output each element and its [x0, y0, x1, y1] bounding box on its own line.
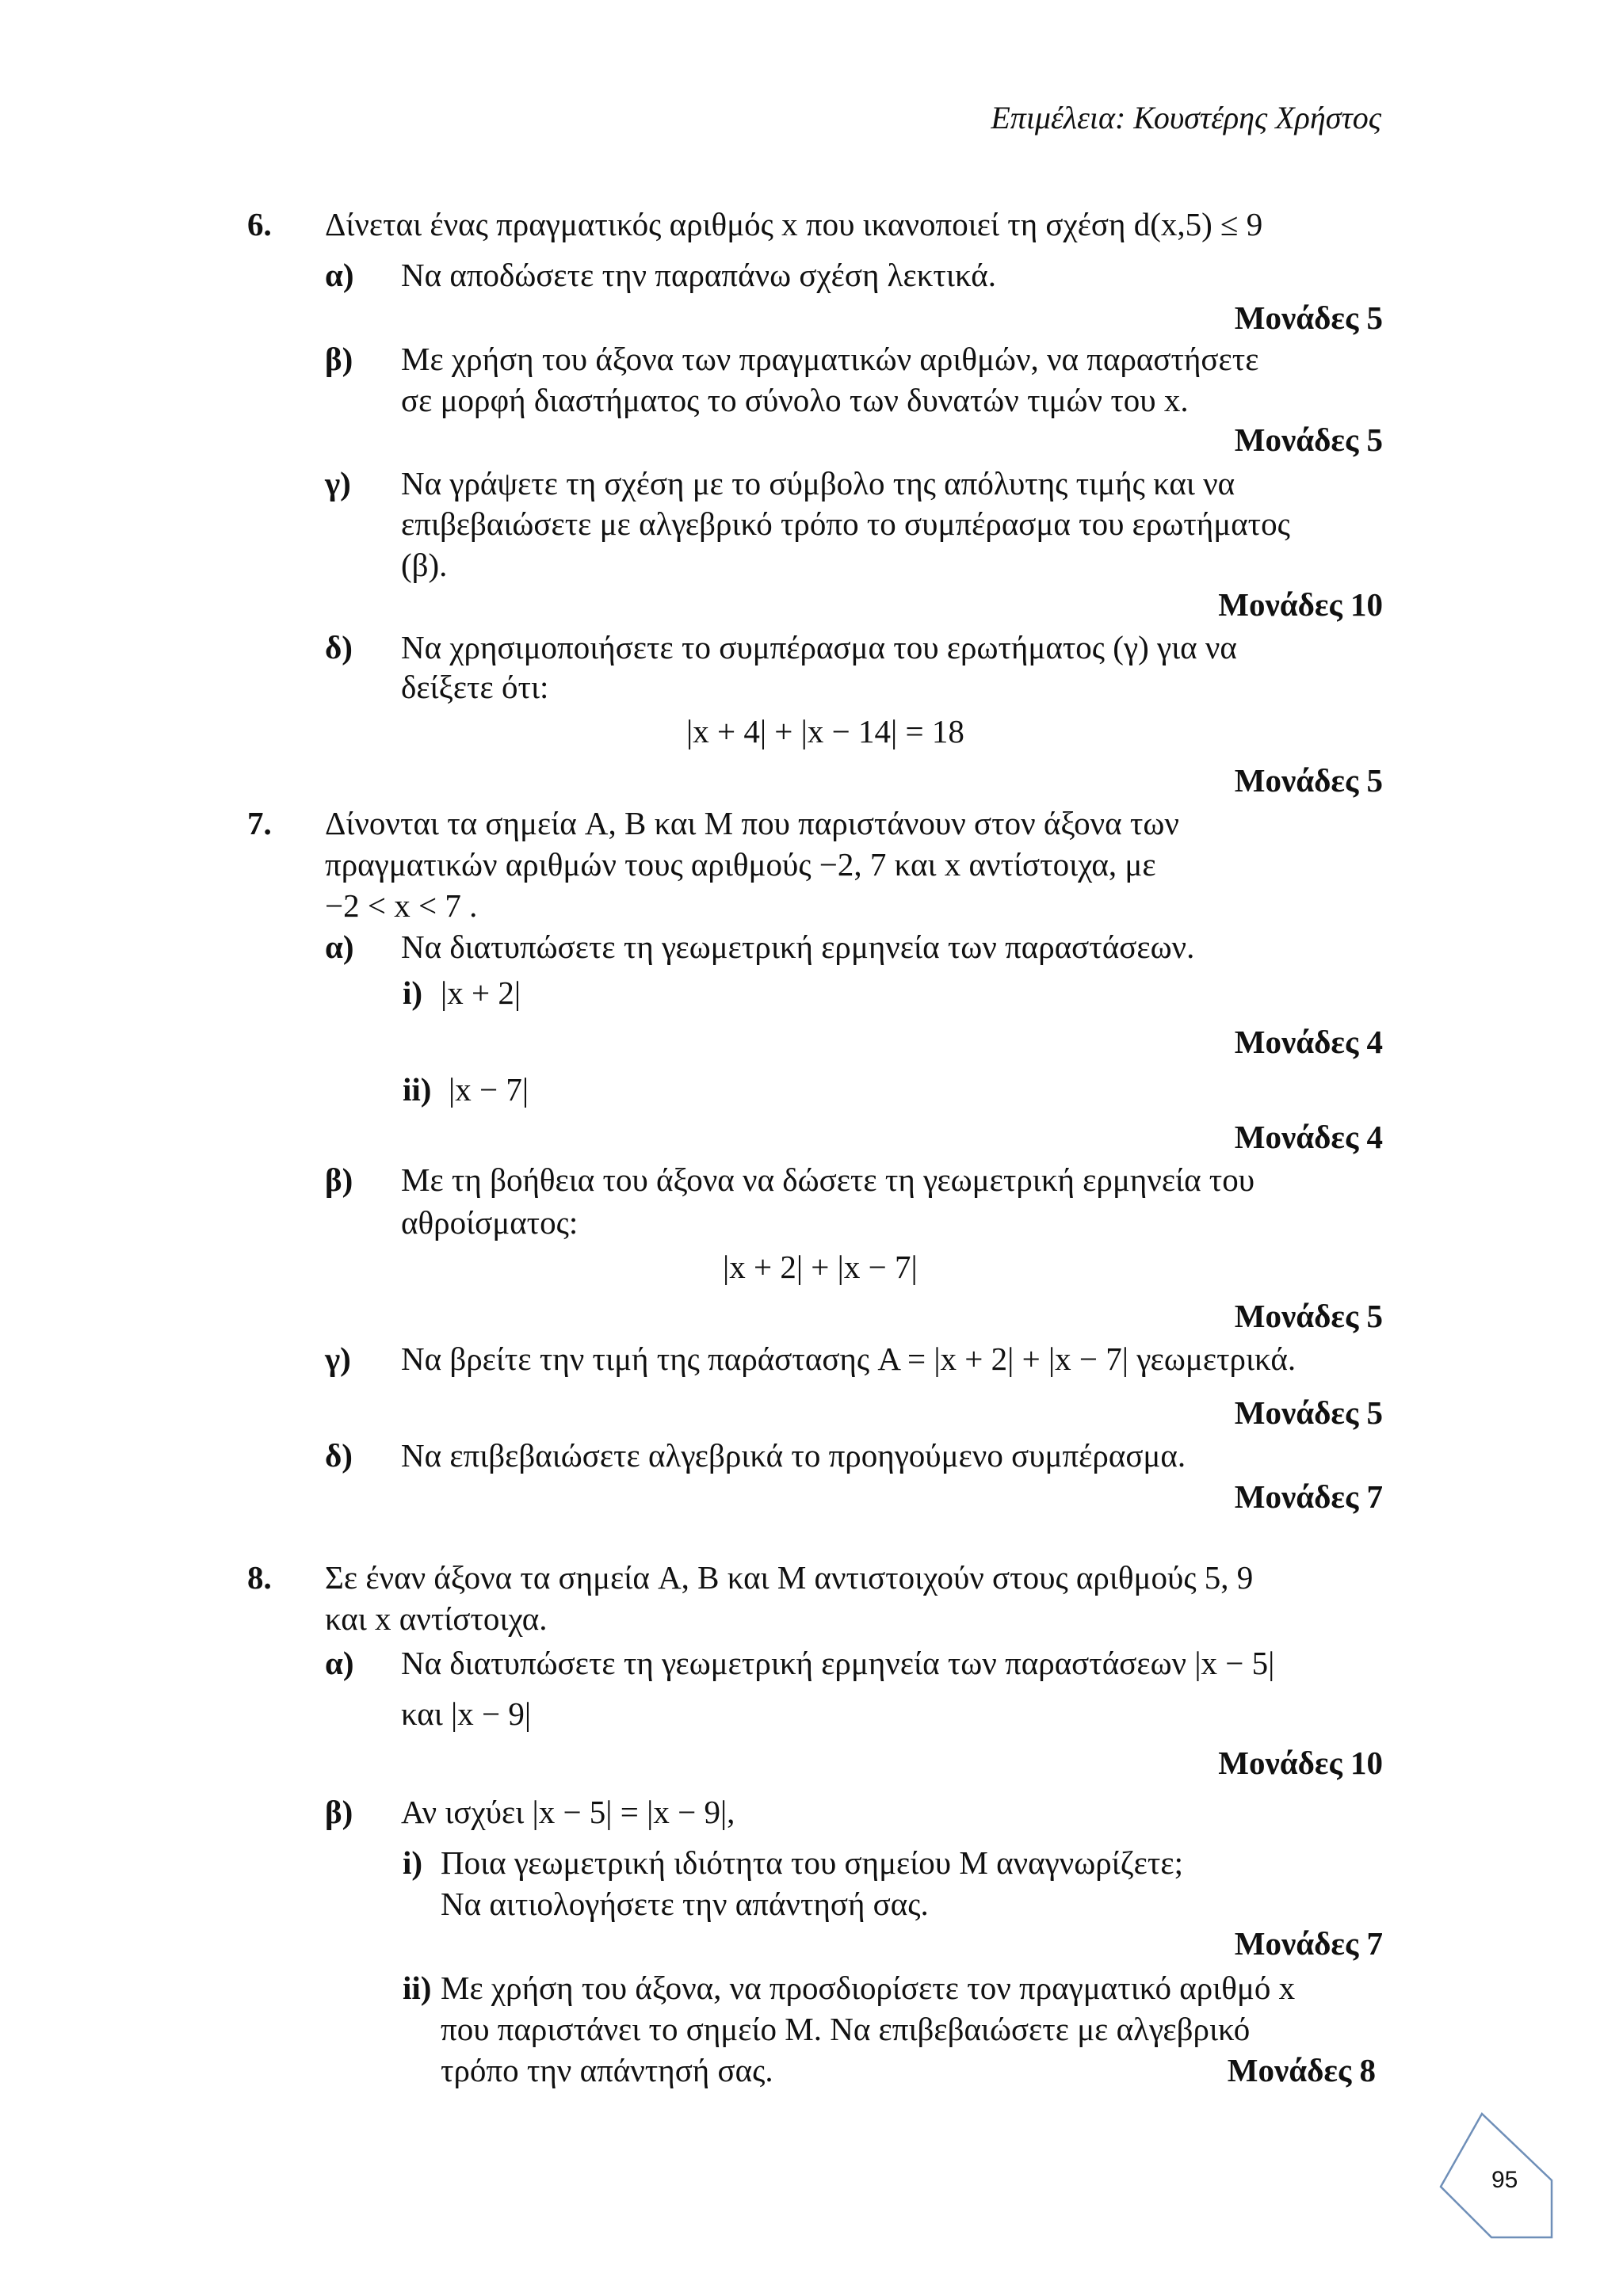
q6-part-a-text: Να αποδώσετε την παραπάνω σχέση λεκτικά. [401, 257, 996, 293]
q6-part-d-line2: δείξετε ότι: [401, 669, 549, 705]
q6-part-c-line1: Να γράψετε τη σχέση με το σύμβολο της απόλυτης τιμής και να [401, 465, 1235, 502]
q7-part-a-label: α) [325, 929, 354, 965]
question-7-stem-line3: −2 < x < 7 . [325, 887, 478, 924]
page-number: 95 [1491, 2167, 1518, 2193]
q6-part-d-points: Μονάδες 5 [1234, 762, 1383, 799]
q8-part-b-i-line1: Ποια γεωμετρική ιδιότητα του σημείου M αναγνωρίζετε; [441, 1844, 1183, 1881]
q8-part-a-label: α) [325, 1645, 354, 1681]
q8-part-b-ii-points: Μονάδες 8 [1227, 2052, 1376, 2088]
q6-part-a-points: Μονάδες 5 [1234, 299, 1383, 336]
q7-part-a-i-formula: |x + 2| [441, 974, 521, 1011]
q7-part-a-text: Να διατυπώσετε τη γεωμετρική ερμηνεία των παραστάσεων. [401, 929, 1195, 965]
q7-part-b-label: β) [325, 1161, 353, 1198]
q6-part-c-label: γ) [325, 465, 351, 502]
q7-part-d-text: Να επιβεβαιώσετε αλγεβρικά το προηγούμενο συμπέρασμα. [401, 1437, 1186, 1474]
q6-part-d-label: δ) [325, 629, 353, 666]
question-number-7: 7. [247, 805, 272, 841]
question-7-stem-line2: πραγματικών αριθμών τους αριθμούς −2, 7 και x αντίστοιχα, με [325, 846, 1156, 883]
q8-part-b-label: β) [325, 1794, 353, 1830]
q7-part-a-ii-points: Μονάδες 4 [1234, 1119, 1383, 1155]
q7-part-a-ii-formula: |x − 7| [449, 1071, 529, 1108]
q8-part-b-i-line2: Να αιτιολογήσετε την απάντησή σας. [441, 1886, 929, 1922]
q7-part-b-points: Μονάδες 5 [1234, 1298, 1383, 1334]
q7-part-c-label: γ) [325, 1341, 351, 1377]
q7-part-b-line2: αθροίσματος: [401, 1204, 579, 1241]
question-7-stem-line1: Δίνονται τα σημεία A, B και M που παριστάνουν στον άξονα των [325, 805, 1179, 841]
q7-part-a-i-points: Μονάδες 4 [1234, 1024, 1383, 1060]
question-8-stem-line1: Σε έναν άξονα τα σημεία A, B και M αντιστοιχούν στους αριθμούς 5, 9 [325, 1559, 1254, 1596]
q8-part-b-i-label: i) [403, 1844, 423, 1881]
q7-part-b-formula: |x + 2| + |x − 7| [723, 1249, 918, 1285]
q8-part-a-points: Μονάδες 10 [1218, 1745, 1383, 1781]
q8-part-b-text: Αν ισχύει |x − 5| = |x − 9|, [401, 1794, 735, 1830]
q7-part-d-points: Μονάδες 7 [1234, 1478, 1383, 1515]
question-number-6: 6. [247, 206, 272, 242]
q6-part-b-points: Μονάδες 5 [1234, 421, 1383, 458]
q8-part-b-ii-line2: που παριστάνει το σημείο M. Να επιβεβαιώσετε με αλγεβρικό [441, 2011, 1251, 2047]
q6-part-b-line2: σε μορφή διαστήματος το σύνολο των δυνατών τιμών του x. [401, 382, 1189, 418]
q7-part-a-ii-label: ii) [403, 1071, 432, 1108]
q6-part-b-label: β) [325, 341, 353, 377]
q6-part-c-line3: (β). [401, 547, 448, 583]
q7-part-c-points: Μονάδες 5 [1234, 1394, 1383, 1431]
q6-part-d-formula: |x + 4| + |x − 14| = 18 [686, 713, 964, 749]
q6-part-b-line1: Με χρήση του άξονα των πραγματικών αριθμών, να παραστήσετε [401, 341, 1259, 377]
question-6-stem: Δίνεται ένας πραγματικός αριθμός x που ικανοποιεί τη σχέση d(x,5) ≤ 9 [325, 206, 1263, 242]
q6-part-a-label: α) [325, 257, 354, 293]
q8-part-a-line2: και |x − 9| [401, 1695, 532, 1732]
q7-part-b-line1: Με τη βοήθεια του άξονα να δώσετε τη γεωμετρική ερμηνεία του [401, 1161, 1255, 1198]
q8-part-b-ii-label: ii) [403, 1970, 432, 2006]
q7-part-a-i-label: i) [403, 974, 423, 1011]
question-number-8: 8. [247, 1559, 272, 1596]
q6-part-c-points: Μονάδες 10 [1218, 586, 1383, 623]
q7-part-c-text: Να βρείτε την τιμή της παράστασης A = |x + 2| + |x − 7| γεωμετρικά. [401, 1341, 1296, 1377]
q8-part-a-line1: Να διατυπώσετε τη γεωμετρική ερμηνεία των παραστάσεων |x − 5| [401, 1645, 1275, 1681]
question-8-stem-line2: και x αντίστοιχα. [325, 1600, 548, 1637]
page-header: Επιμέλεια: Κουστέρης Χρήστος [991, 100, 1381, 135]
q8-part-b-i-points: Μονάδες 7 [1234, 1925, 1383, 1962]
q8-part-b-ii-line1: Με χρήση του άξονα, να προσδιορίσετε τον πραγματικό αριθμό x [441, 1970, 1296, 2006]
q7-part-d-label: δ) [325, 1437, 353, 1474]
q8-part-b-ii-line3: τρόπο την απάντησή σας. [441, 2052, 773, 2088]
q6-part-d-line1: Να χρησιμοποιήσετε το συμπέρασμα του ερωτήματος (γ) για να [401, 629, 1237, 666]
q6-part-c-line2: επιβεβαιώσετε με αλγεβρικό τρόπο το συμπέρασμα του ερωτήματος [401, 505, 1290, 542]
